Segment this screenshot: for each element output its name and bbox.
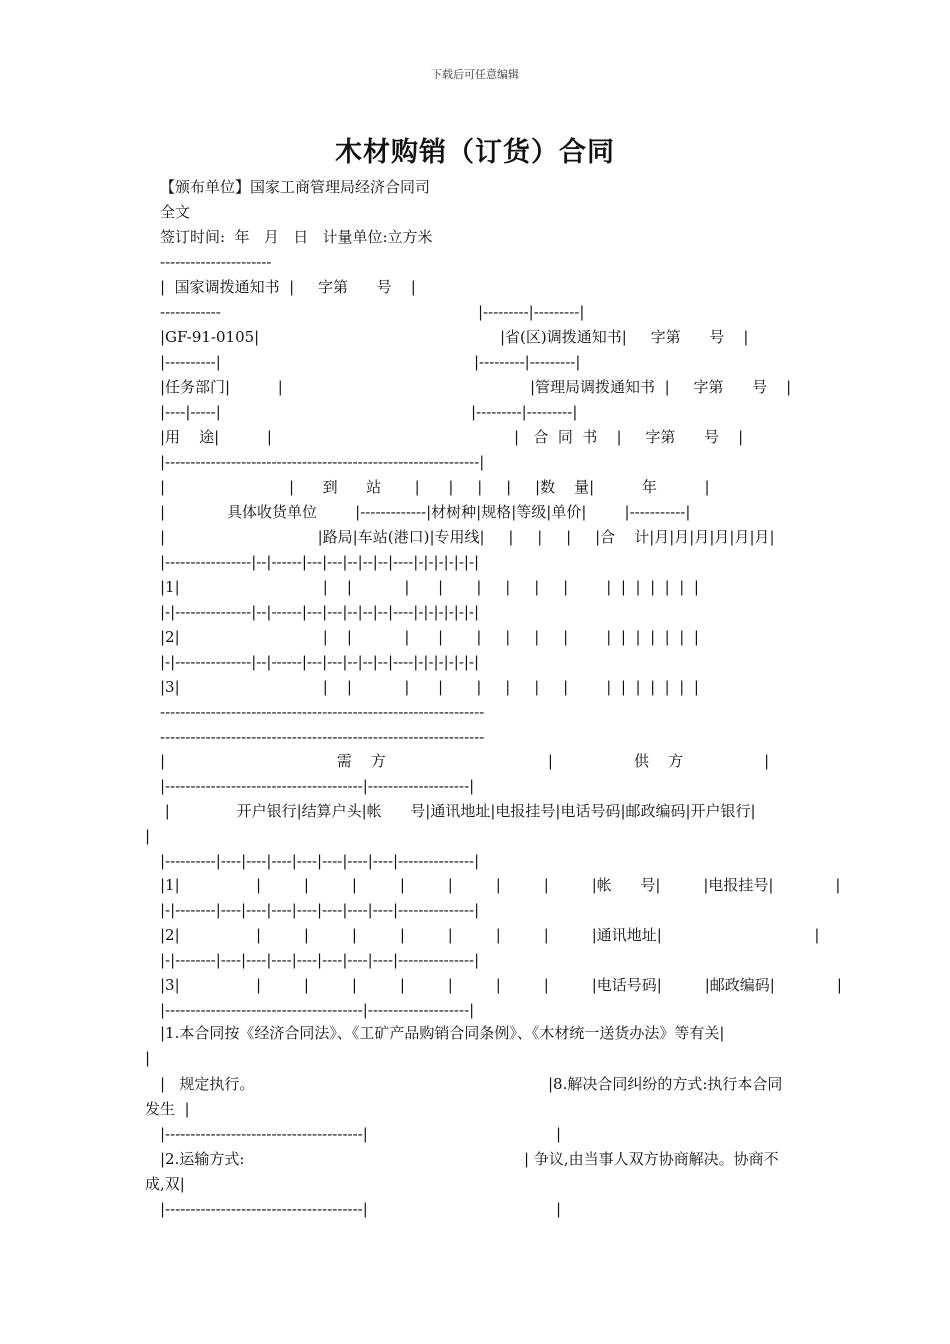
rule-line: |-----------------|--|------|---|---|--|--|--|----|-|-|-|-|-|-| (160, 553, 480, 571)
rule-line-tail: | (556, 1125, 562, 1143)
rule-line: |---------------------------------------|--------------------| (160, 1001, 475, 1019)
rule-line: |-|---------------|--|------|---|---|--|--|--|----|-|-|-|-|-|-| (160, 603, 480, 621)
rule-line: |-|---------------|--|------|---|---|--|--|--|----|-|-|-|-|-|-| (160, 653, 480, 671)
rule-line: ------------ (160, 303, 221, 321)
table-row: |1| | | | | | | | | | | | | | | | (160, 578, 699, 596)
document-title: 木材购销（订货）合同 (335, 137, 615, 168)
rule-line: |---------------------------------------|--------------------| (160, 777, 475, 795)
sign-time-line: 签订时间: 年 月 日 计量单位:立方米 (160, 228, 433, 246)
rule-line: |--------------------------------------------------------------| (160, 453, 485, 471)
rule-line: ---------------------------------------------------------------- (160, 703, 485, 721)
rule-line: |---------|---------| (478, 303, 585, 321)
issuer-line: 【颁布单位】国家工商管理局经济合同司 (160, 178, 431, 196)
usage-cell: |用 途| | (160, 428, 272, 446)
header-note: 下载后可任意编辑 (431, 68, 519, 81)
party-row: |1| | | | | | | | |帐 号| |电报挂号| | (160, 876, 841, 894)
receiving-unit-row: | 具体收货单位 |-------------|材树种|规格|等级|单价| |-----------| (160, 503, 691, 521)
rule-line: |---------------------------------------| (160, 1200, 368, 1218)
party-header-row: | 需 方 | 供 方 | (160, 752, 770, 770)
arrive-station-row: | | 到 站 | | | | |数 量| 年 | (160, 478, 710, 496)
rule-line: |---------|---------| (471, 403, 578, 421)
clause-8-cont: 发生 | (145, 1100, 190, 1118)
rule-line: |----------| (160, 353, 221, 371)
clause-8: |8.解决合同纠纷的方式:执行本合同 (548, 1075, 783, 1093)
party-row: |3| | | | | | | | |电话号码| |邮政编码| | (160, 976, 842, 994)
clause-8-cont-2: 成,双| (145, 1175, 185, 1193)
bank-header-row: | 开户银行|结算户头|帐 号|通讯地址|电报挂号|电话号码|邮政编码|开户银行| (160, 802, 756, 820)
rule-line: |---------|---------| (474, 353, 581, 371)
table-row: |2| | | | | | | | | | | | | | | | (160, 628, 699, 646)
bank-header-row-tail: | (145, 827, 151, 845)
notice-province-line: |省(区)调拨通知书| 字第 号 | (500, 328, 749, 346)
notice-national-line: | 国家调拨通知书 | 字第 号 | (160, 278, 416, 296)
station-header-row: | |路局|车站(港口)|专用线| | | | |合 计|月|月|月|月|月|月| (160, 528, 775, 546)
fulltext-label: 全文 (160, 203, 191, 221)
rule-line: |-|--------|----|----|----|----|----|----|----|---------------| (160, 901, 480, 919)
contract-no-line: | 合 同 书 | 字第 号 | (514, 428, 744, 446)
rule-line: |---------------------------------------| (160, 1125, 368, 1143)
rule-line: |----------|----|----|----|----|----|----|----|---------------| (160, 852, 480, 870)
rule-line: ---------------------------------------------------------------- (160, 728, 485, 746)
gf-code: |GF-91-0105| (160, 328, 260, 346)
rule-line: ---------------------- (160, 253, 272, 271)
rule-line-tail: | (556, 1200, 562, 1218)
clause-2: |2.运输方式: (160, 1150, 245, 1168)
party-row: |2| | | | | | | | |通讯地址| | (160, 926, 820, 944)
task-dept-cell: |任务部门| | (160, 378, 283, 396)
table-row: |3| | | | | | | | | | | | | | | | (160, 678, 699, 696)
rule-line: |----|-----| (160, 403, 221, 421)
clause-8-continued: | 争议,由当事人双方协商解决。协商不 (524, 1150, 779, 1168)
clause-1: |1.本合同按《经济合同法》、《工矿产品购销合同条例》、《木材统一送货办法》等有关| | (145, 1024, 920, 1067)
rule-line: |-|--------|----|----|----|----|----|----|----|---------------| (160, 951, 480, 969)
notice-bureau-line: |管理局调拨通知书 | 字第 号 | (530, 378, 792, 396)
clause-1-exec: | 规定执行。 (160, 1075, 255, 1093)
